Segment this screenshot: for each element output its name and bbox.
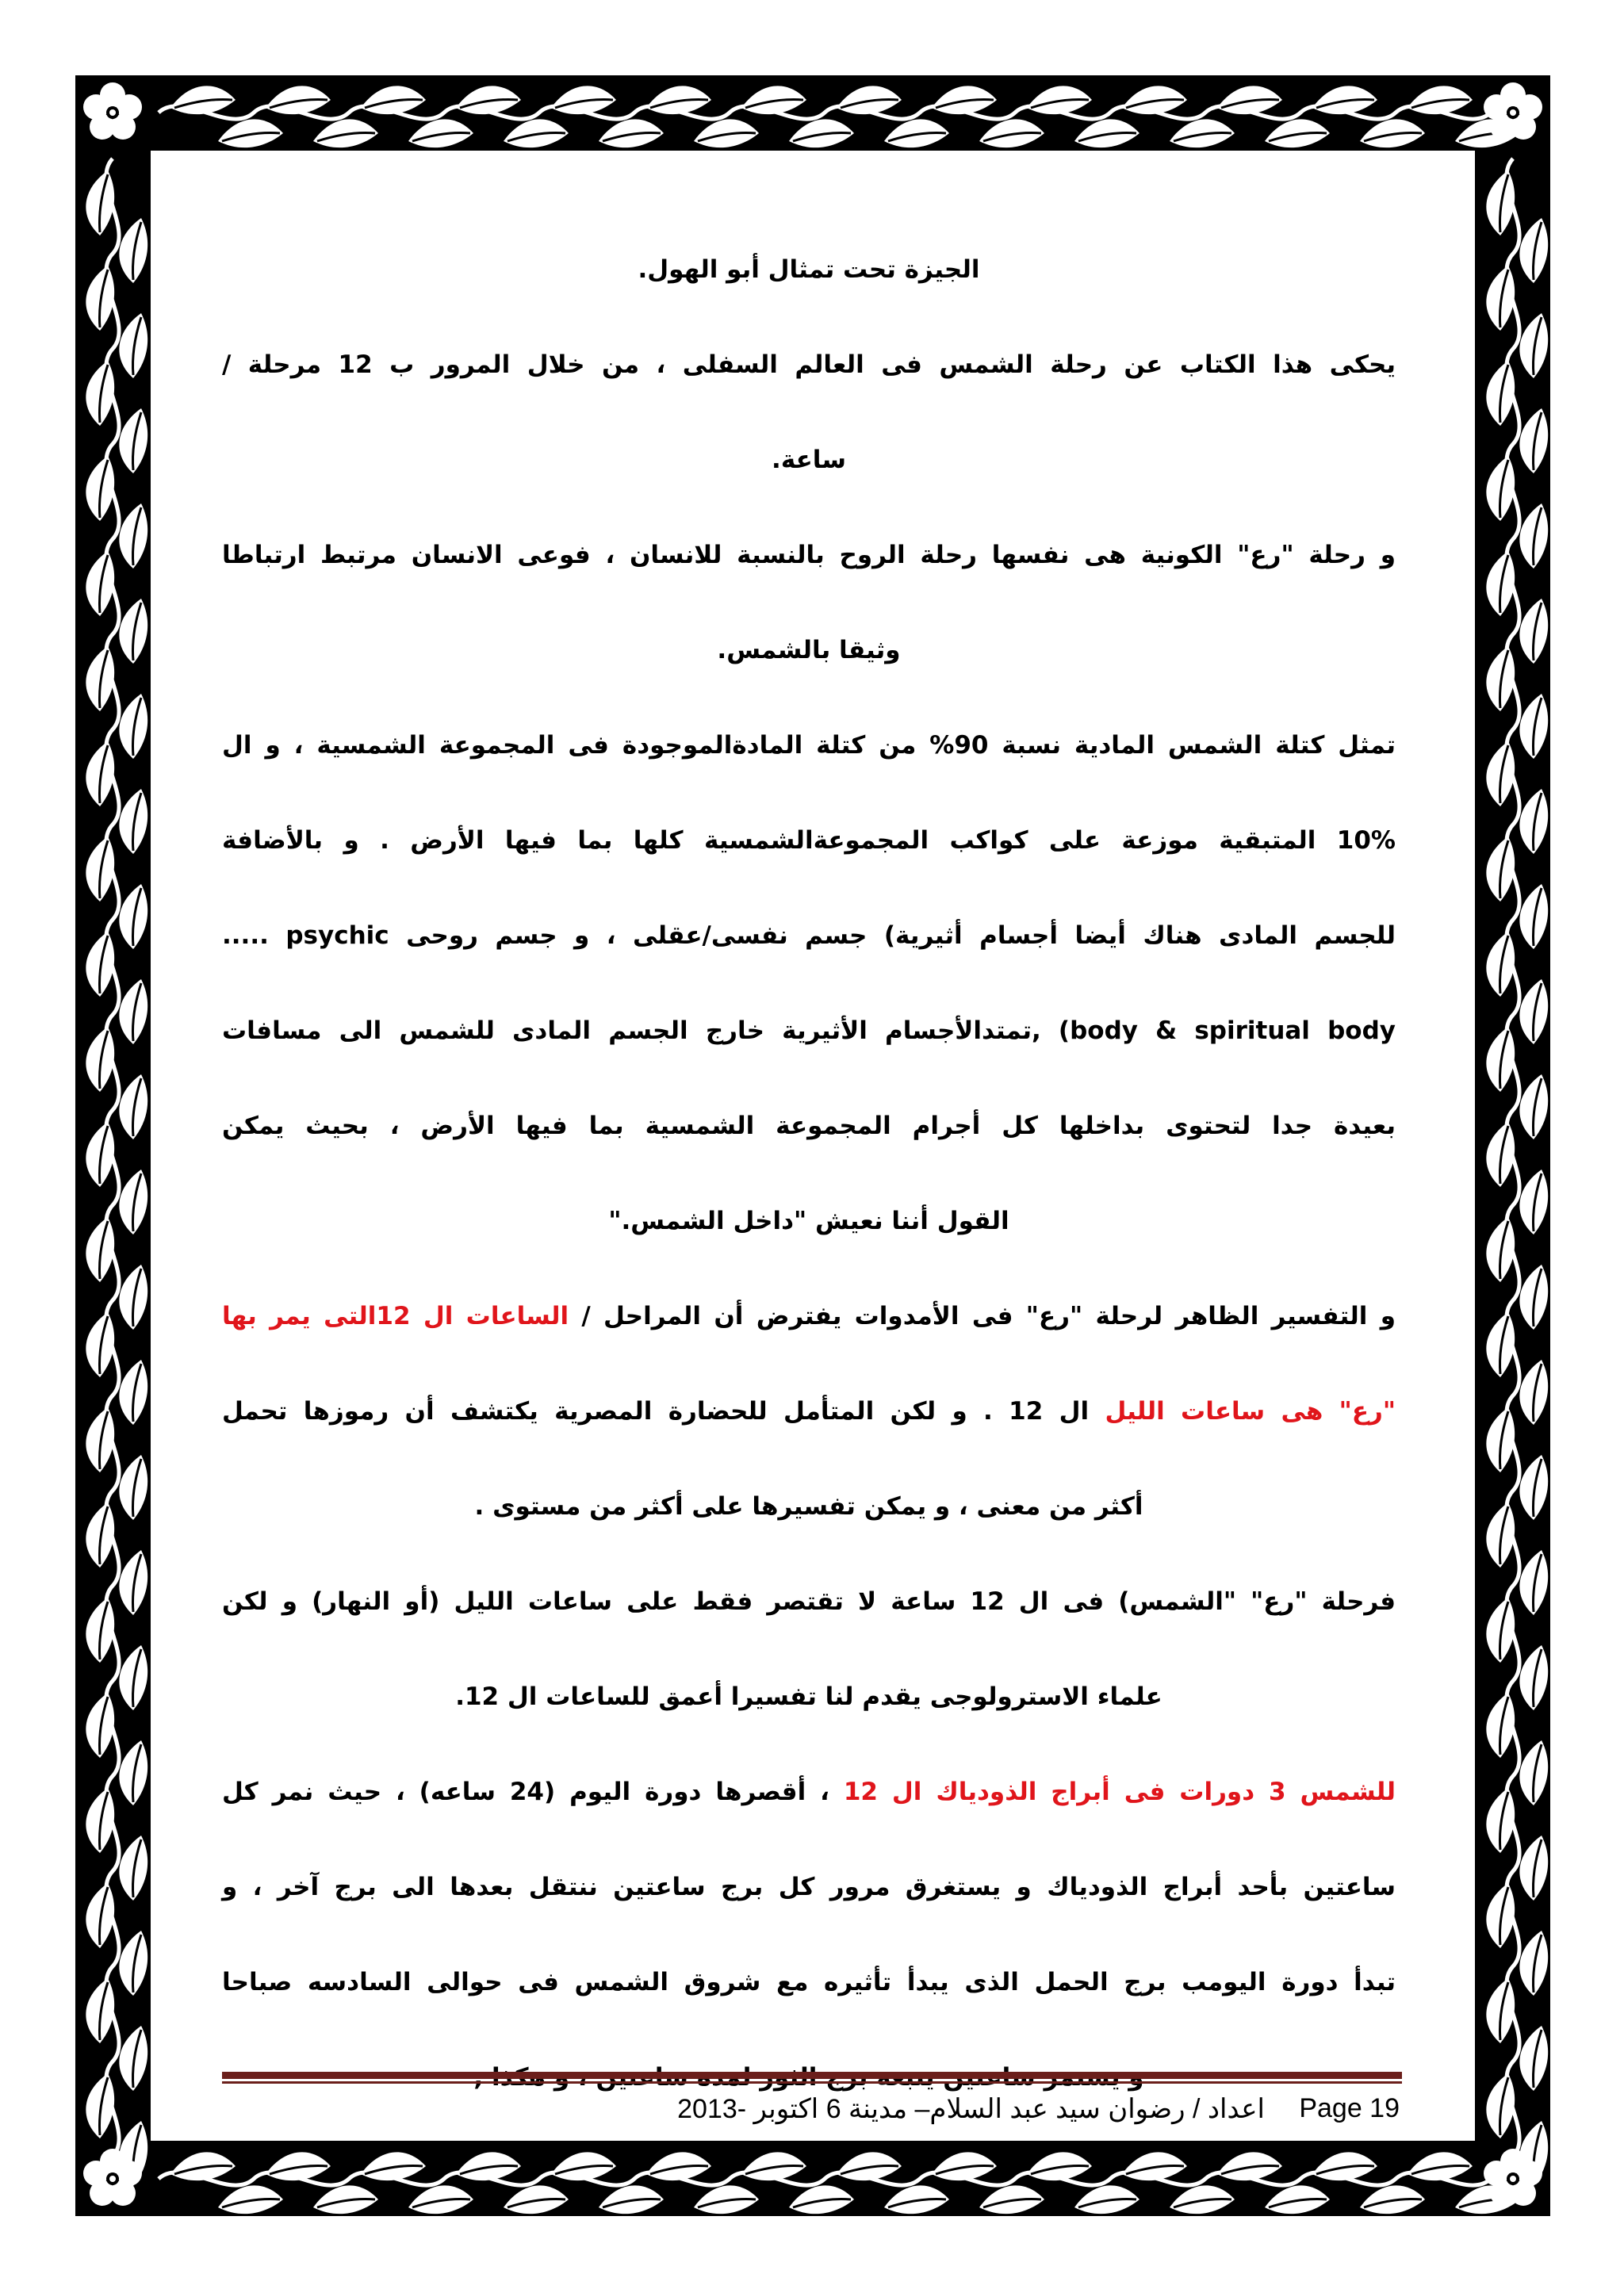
text-line: [222, 1554, 1396, 1649]
text-line: [222, 1173, 1396, 1269]
text-segment: الجيزة تحت تمثال أبو الهول.: [638, 255, 980, 284]
text-line: [222, 1078, 1396, 1173]
text-line: [222, 1364, 1396, 1459]
paragraph: [222, 1744, 1396, 2125]
text-segment: و رحلة "رع" الكونية هى نفسها رحلة الروح بالنسبة للانسان ، فوعى الانسان مرتبط ارتباطا: [222, 541, 1396, 569]
page-footer: [476, 2093, 1400, 2138]
text-segment: 10% المتبقية موزعة على كواكب المجموعةالشمسية كلها بما فيها الأرض . و بالأضافة: [222, 826, 1396, 855]
paragraph: [222, 507, 1396, 698]
text-segment: ساعتين بأحد أبراج الذودياك و يستغرق مرور كل برج ساعتين ننتقل بعدها الى برج آخر ، و: [222, 1873, 1396, 1901]
text-segment: body & spiritual body) ,تمتدالأجسام الأثيرية خارج الجسم المادى للشمس الى مسافات: [222, 1016, 1396, 1045]
text-segment: أكثر من معنى ، و يمكن تفسيرها على أكثر من مستوى .: [474, 1492, 1143, 1521]
paragraph: [222, 1269, 1396, 1554]
text-segment: ساعة.: [772, 446, 846, 474]
text-segment: القول أننا نعيش "داخل الشمس.": [608, 1207, 1009, 1235]
footer-divider-thin: [222, 2081, 1402, 2084]
text-line: [222, 317, 1396, 412]
footer-divider: [222, 2072, 1402, 2079]
text-line: [222, 1935, 1396, 2030]
text-line: [222, 983, 1396, 1078]
text-line: [222, 1744, 1396, 1839]
highlighted-text: للشمس 3 دورات فى أبراج الذودياك ال 12: [843, 1778, 1396, 1806]
text-segment: ، أقصرها دورة اليوم (24 ساعه) ، حيث نمر كل: [222, 1778, 844, 1806]
text-segment: فرحلة "رع" "الشمس) فى ال 12 ساعة لا تقتصر فقط على ساعات الليل (أو النهار) و لكن: [222, 1587, 1396, 1616]
text-line: [222, 412, 1396, 507]
text-segment: تبدأ دورة اليومب برج الحمل الذى يبدأ تأثيره مع شروق الشمس فى حوالى السادسه صباحا: [222, 1968, 1396, 1996]
highlighted-text: الساعات ال 12التى يمر بها: [222, 1302, 569, 1330]
text-segment: للجسم المادى هناك أيضا أجسام أثيرية) جسم نفسى/عقلى ، و جسم روحى psychic .....: [222, 921, 1396, 950]
text-segment: علماء الاسترولوجى يقدم لنا تفسيرا أعمق للساعات ال 12.: [455, 1682, 1162, 1711]
text-segment: يحكى هذا الكتاب عن رحلة الشمس فى العالم السفلى ، من خلال المرور ب 12 مرحلة /: [222, 350, 1396, 379]
text-segment: بعيدة جدا لتحتوى بداخلها كل أجرام المجموعة الشمسية بما فيها الأرض ، بحيث يمكن: [222, 1112, 1396, 1140]
text-segment: ال 12 . و لكن المتأمل للحضارة المصرية يكتشف أن رموزها تحمل: [222, 1397, 1105, 1426]
document-body: [222, 222, 1396, 2125]
page-number: Page 19: [1299, 2093, 1400, 2123]
text-line: [222, 1649, 1396, 1744]
text-segment: وثيقا بالشمس.: [717, 636, 901, 664]
paragraph: [222, 317, 1396, 507]
paragraph: [222, 1554, 1396, 1744]
text-line: [222, 1839, 1396, 1935]
text-segment: و التفسير الظاهر لرحلة "رع" فى الأمدوات يفترض أن المراحل /: [569, 1302, 1396, 1330]
paragraph: [222, 222, 1396, 317]
text-line: [222, 1269, 1396, 1364]
highlighted-text: "رع" هى ساعات الليل: [1105, 1397, 1396, 1426]
footer-credit: اعداد / رضوان سيد عبد السلام– مدينة 6 اكتوبر -2013: [677, 2094, 1265, 2124]
text-line: [222, 603, 1396, 698]
text-line: [222, 222, 1396, 317]
text-segment: تمثل كتلة الشمس المادية نسبة 90% من كتلة المادةالموجودة فى المجموعة الشمسية ، و ال: [222, 731, 1396, 760]
text-line: [222, 888, 1396, 983]
text-line: [222, 793, 1396, 888]
text-line: [222, 507, 1396, 603]
paragraph: [222, 698, 1396, 1269]
text-line: [222, 698, 1396, 793]
text-line: [222, 1459, 1396, 1554]
paragraph-list: [222, 222, 1396, 2125]
